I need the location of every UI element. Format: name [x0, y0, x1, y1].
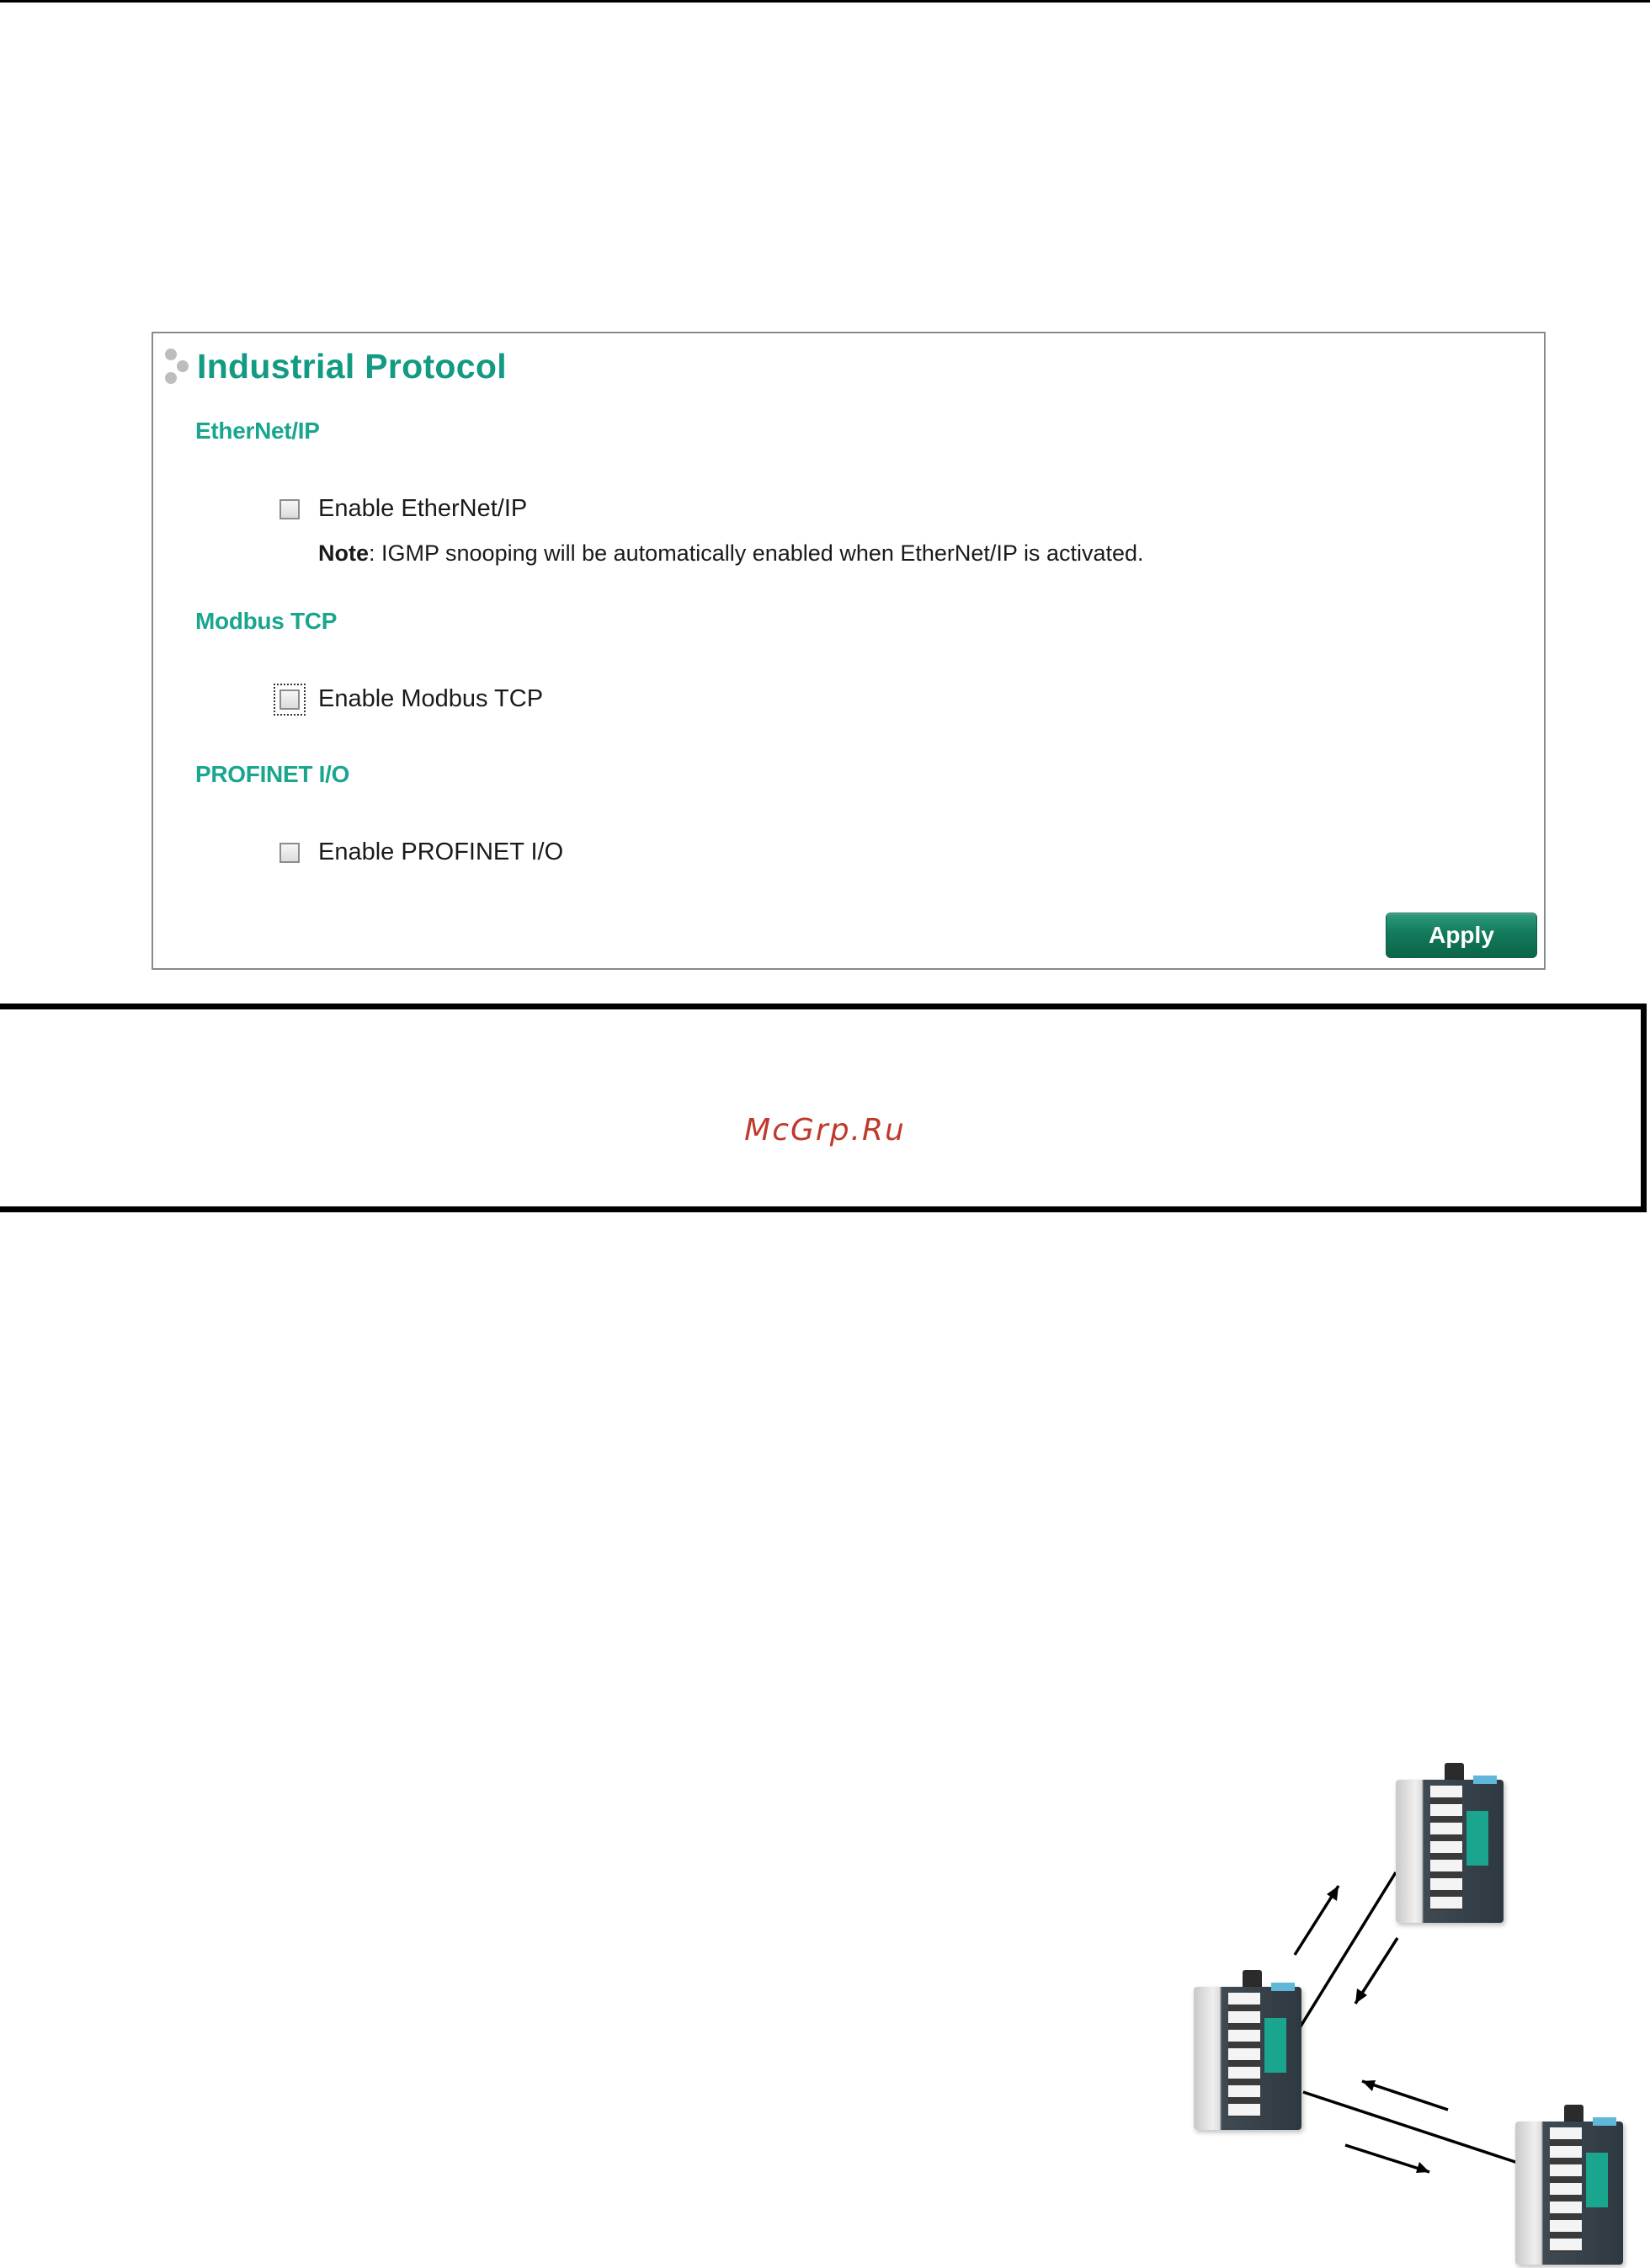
network-diagram — [1179, 1760, 1650, 2268]
apply-button[interactable]: Apply — [1386, 913, 1537, 958]
enable-profinet-io-checkbox[interactable] — [279, 843, 300, 863]
page-title: Industrial Protocol — [197, 346, 507, 386]
ethernet-ip-note — [318, 540, 1144, 567]
profinet-io-option[interactable] — [279, 839, 563, 866]
switch-bottom-right-icon — [1515, 2105, 1623, 2265]
industrial-protocol-panel — [152, 332, 1546, 970]
section-profinet-io-heading: PROFINET I/O — [195, 761, 350, 787]
panel-header — [163, 345, 507, 387]
enable-ethernet-ip-label: Enable EtherNet/IP — [318, 495, 528, 522]
enable-modbus-tcp-checkbox[interactable] — [279, 689, 300, 710]
section-ethernet-ip-heading: EtherNet/IP — [195, 418, 320, 444]
watermark-text: McGrp.Ru — [744, 1113, 906, 1147]
enable-modbus-tcp-label: Enable Modbus TCP — [318, 685, 544, 712]
enable-ethernet-ip-checkbox[interactable] — [279, 499, 300, 519]
modbus-tcp-option[interactable] — [279, 685, 543, 713]
enable-profinet-io-label: Enable PROFINET I/O — [318, 839, 564, 865]
watermark-box — [0, 1004, 1647, 1212]
switch-center-icon — [1194, 1970, 1301, 2130]
note-label: Note — [318, 540, 369, 566]
note-text: : IGMP snooping will be automatically enabled when EtherNet/IP is activated. — [369, 540, 1144, 566]
top-rule — [0, 0, 1650, 3]
title-dots-icon — [163, 347, 194, 386]
switch-top-right-icon — [1396, 1763, 1504, 1923]
ethernet-ip-option[interactable] — [279, 495, 527, 523]
section-modbus-tcp-heading: Modbus TCP — [195, 608, 338, 634]
